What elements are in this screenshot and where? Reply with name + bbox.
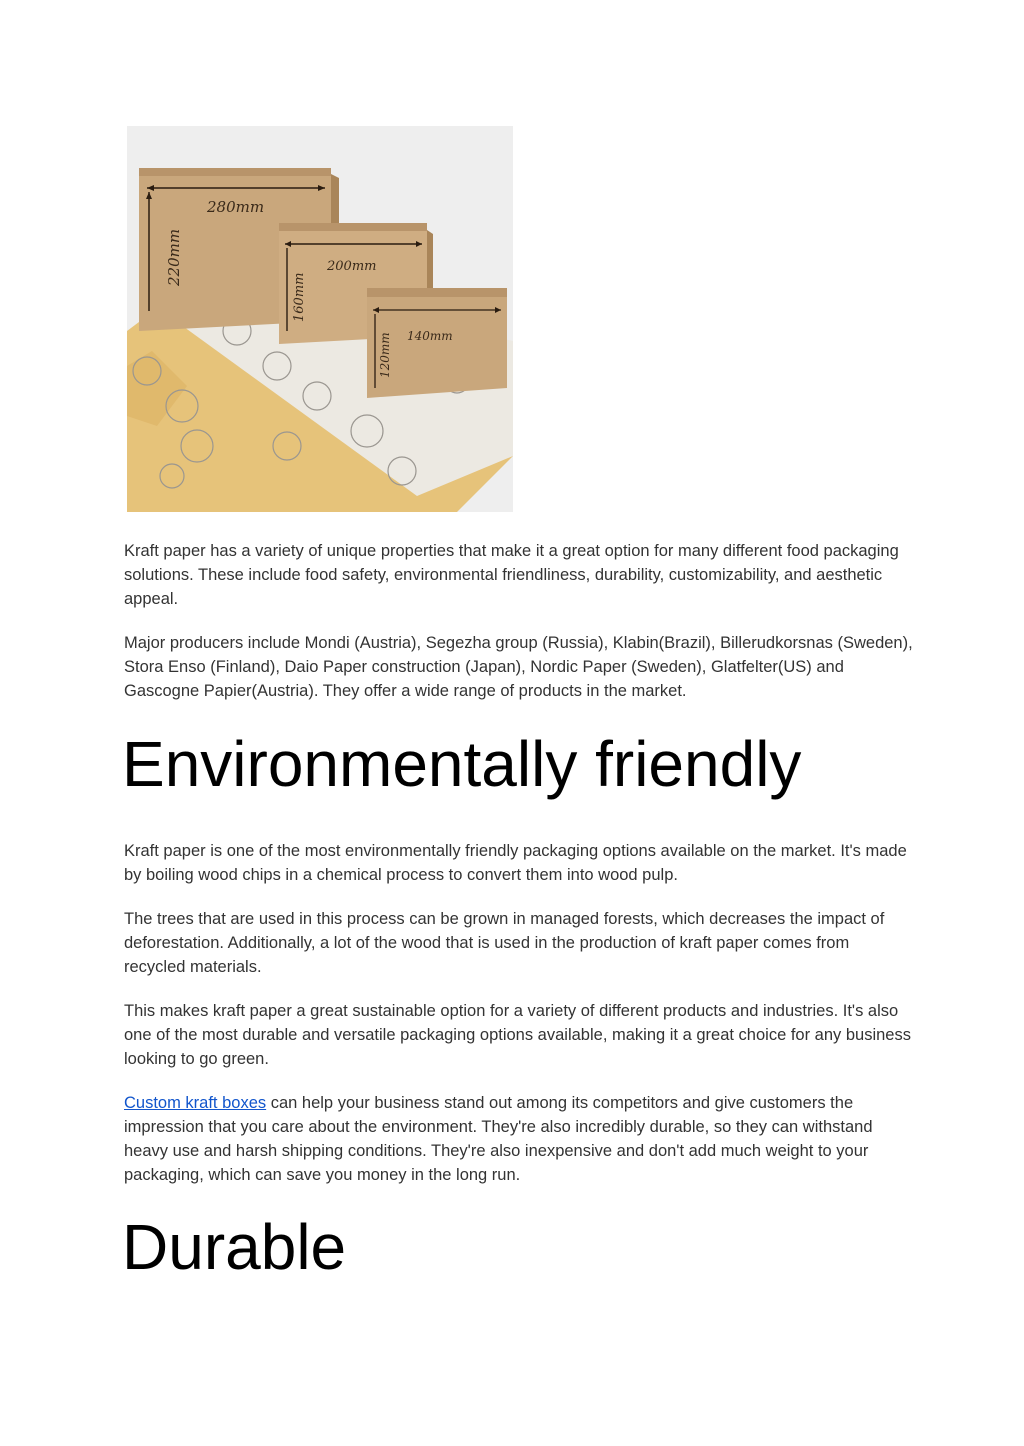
width-label-large: 280mm [207,198,265,216]
kraft-boxes-photo [127,126,513,512]
custom-boxes-paragraph [124,1091,914,1187]
intro-paragraph: Kraft paper has a variety of unique properties that make it a great option for many different food packaging solutions. These include food safety, environmental friendliness, durability, customizability, and aesthetic appeal. [124,542,899,608]
environment-paragraph-2: The trees that are used in this process can be grown in managed forests, which decreases the impact of deforestation. Additionally, a lot of the wood that is used in the production of kraft paper comes from recycled materials. [124,910,885,976]
environment-paragraph-3: This makes kraft paper a great sustainable option for a variety of different products and industries. It's also one of the most durable and versatile packaging options available, making it a great choice for any business looking to go green. [124,1002,911,1068]
height-label-medium: 160mm [292,272,307,322]
height-label-large: 220mm [165,228,183,286]
custom-boxes-paragraph-text: can help your business stand out among its competitors and give customers the impression that you care about the environment. They're also incredibly durable, so they can withstand heavy use and harsh shipping conditions. They're also inexpensive and don't add much weight to your packaging, which can save you money in the long run. [124,1094,873,1184]
heading-durable: Durable [122,1211,347,1283]
producers-paragraph: Major producers include Mondi (Austria), Segezha group (Russia), Klabin(Brazil), Billerudkorsnas (Sweden), Stora Enso (Finland), Daio Paper construction (Japan), Nordic Paper (Sweden), Glatfelter(US) and Gascogne Papier(Austria). They offer a wide range of products in the market. [124,634,913,700]
heading-environmentally-friendly: Environmentally friendly [122,728,802,800]
width-label-medium: 200mm [327,259,377,274]
height-label-small: 120mm [378,332,392,378]
width-label-small: 140mm [407,329,453,343]
environment-paragraph-1: Kraft paper is one of the most environmentally friendly packaging options available on the market. It's made by boiling wood chips in a chemical process to convert them into wood pulp. [124,842,907,884]
custom-kraft-boxes-link[interactable]: Custom kraft boxes [124,1094,267,1112]
